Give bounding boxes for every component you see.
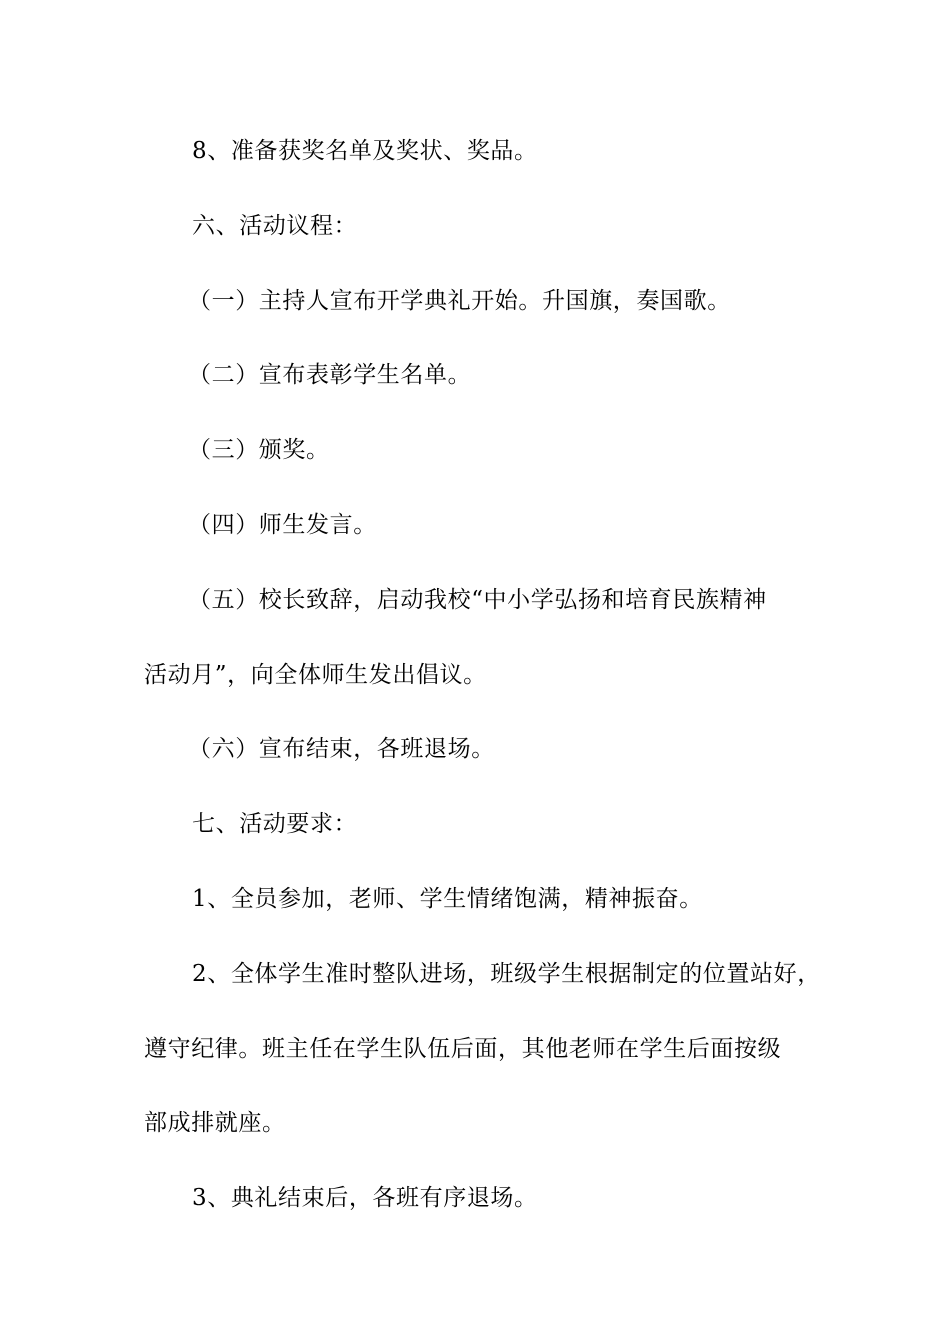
paragraph-line: （一）主持人宣布开学典礼开始。升国旗，奏国歌。 — [188, 288, 731, 314]
paragraph-line: （五）校长致辞，启动我校“中小学弘扬和培育民族精神 — [188, 587, 767, 613]
paragraph-line: （二）宣布表彰学生名单。 — [188, 362, 472, 388]
paragraph-line: 部成排就座。 — [144, 1110, 286, 1136]
paragraph-line: 8、准备获奖名单及奖状、奖品。 — [192, 138, 538, 164]
paragraph-line: （四）师生发言。 — [188, 512, 377, 538]
paragraph-line: 3、典礼结束后，各班有序退场。 — [192, 1185, 538, 1211]
section-heading: 七、活动要求： — [192, 811, 358, 837]
section-heading: 六、活动议程： — [192, 213, 358, 239]
paragraph-line: 活动月”，向全体师生发出倡议。 — [144, 662, 487, 688]
paragraph-line: 1、全员参加，老师、学生情绪饱满，精神振奋。 — [192, 886, 703, 912]
paragraph-line: （六）宣布结束，各班退场。 — [188, 736, 495, 762]
paragraph-line: （三）颁奖。 — [188, 437, 330, 463]
paragraph-line: 遵守纪律。班主任在学生队伍后面，其他老师在学生后面按级 — [144, 1036, 782, 1062]
paragraph-line: 2、全体学生准时整队进场，班级学生根据制定的位置站好， — [192, 961, 821, 987]
